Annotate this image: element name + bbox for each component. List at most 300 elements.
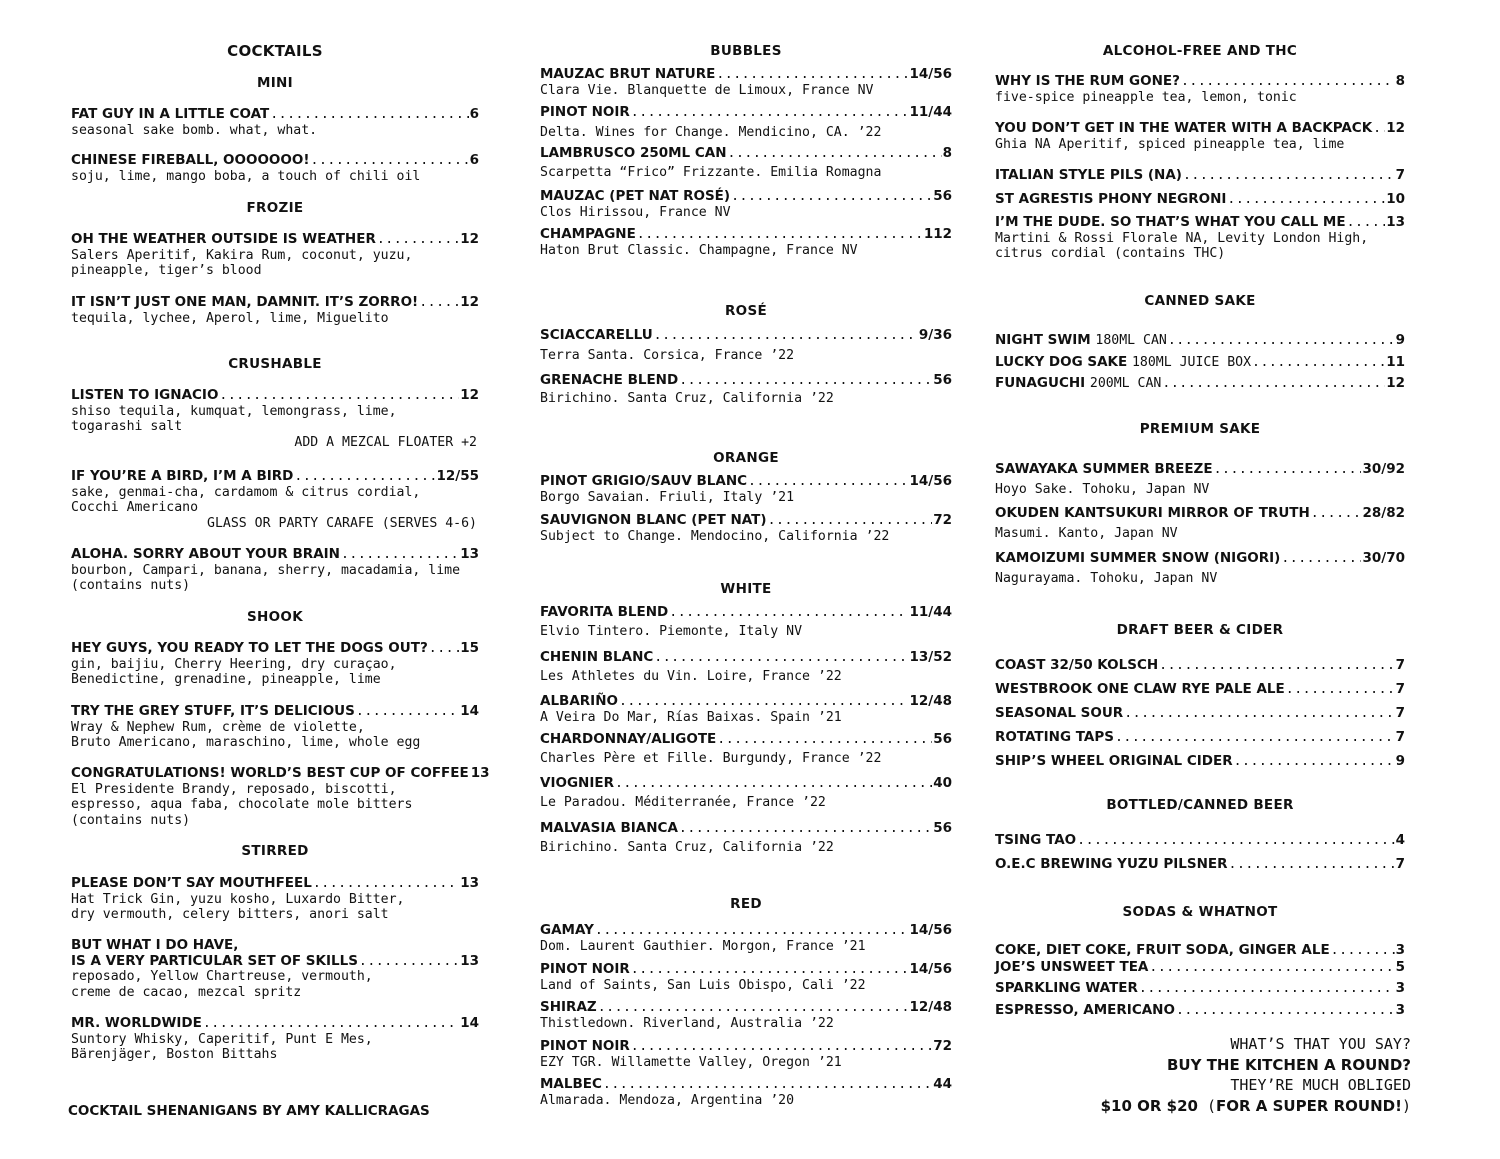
item-price: 10 (1386, 191, 1405, 207)
item-description: creme de cacao, mezcal spritz (71, 984, 302, 1000)
credit-line: COCKTAIL SHENANIGANS BY AMY KALLICRAGAS (68, 1103, 430, 1119)
item-name: CHENIN BLANC (540, 649, 654, 665)
menu-item (71, 295, 479, 326)
item-price: 7 (1395, 729, 1405, 745)
item-price: 28/82 (1362, 505, 1405, 521)
menu-item (540, 1000, 952, 1031)
item-name: SPARKLING WATER (995, 980, 1138, 996)
leader-dots (1214, 462, 1362, 478)
menu-item (71, 153, 479, 184)
item-price: 12/55 (436, 468, 479, 484)
leader-dots (631, 1039, 932, 1055)
leader-dots (359, 954, 459, 970)
item-name: SHIP’S WHEEL ORIGINAL CIDER (995, 753, 1233, 769)
menu-item (995, 658, 1405, 674)
menu-item (540, 1039, 952, 1070)
item-name: OH THE WEATHER OUTSIDE IS WEATHER (71, 231, 376, 247)
item-description: togarashi salt (71, 419, 183, 434)
item-name: MALBEC (540, 1076, 602, 1092)
sodas-heading: SODAS & WHATNOT (1122, 904, 1278, 920)
leader-dots (603, 1077, 932, 1093)
menu-item (71, 547, 479, 594)
kitchen-round-note (995, 1034, 1411, 1116)
item-name: COKE, DIET COKE, FRUIT SODA, GINGER ALE (995, 942, 1330, 958)
menu-item (540, 1077, 952, 1108)
item-name: O.E.C BREWING YUZU PILSNER (995, 856, 1228, 872)
leader-dots (595, 923, 909, 939)
item-name: MAUZAC BRUT NATURE (540, 66, 716, 82)
item-description: Ghia NA Aperitif, spiced pineapple tea, lime (995, 136, 1345, 152)
item-price: 11/44 (909, 104, 952, 120)
menu-item (995, 943, 1405, 959)
leader-dots (1176, 1003, 1395, 1019)
crushable-heading: CRUSHABLE (228, 356, 322, 372)
item-name: OKUDEN KANTSUKURI MIRROR OF TRUTH (995, 505, 1310, 521)
premium-sake-heading: PREMIUM SAKE (1139, 421, 1261, 437)
menu-item (540, 328, 952, 363)
menu-item (995, 506, 1405, 541)
cocktails-title: COCKTAILS (227, 42, 323, 60)
menu-item (995, 960, 1405, 976)
item-description: Masumi. Kanto, Japan NV (995, 525, 1178, 541)
alcohol-free-heading: ALCOHOL-FREE AND THC (1102, 43, 1298, 59)
item-price: 13 (460, 546, 479, 562)
leader-dots (717, 732, 932, 748)
item-name: PINOT NOIR (540, 1038, 630, 1054)
leader-dots (637, 227, 923, 243)
menu-item (995, 754, 1405, 770)
item-name: YOU DON’T GET IN THE WATER WITH A BACKPACK (995, 120, 1373, 136)
item-name: CHAMPAGNE (540, 226, 636, 242)
item-price: 7 (1395, 705, 1405, 721)
item-name: MALVASIA BIANCA (540, 820, 678, 836)
item-name: MR. WORLDWIDE (71, 1015, 202, 1031)
menu-item (540, 67, 952, 98)
item-description: Borgo Savaian. Friuli, Italy ’21 (540, 489, 795, 505)
item-price: 56 (933, 188, 952, 204)
item-description: Bruto Americano, maraschino, lime, whole egg (71, 735, 421, 750)
leader-dots (748, 474, 908, 490)
leader-dots (1077, 833, 1394, 849)
item-description: shiso tequila, kumquat, lemongrass, lime, (71, 403, 397, 419)
item-description: Haton Brut Classic. Champagne, France NV (540, 242, 858, 258)
item-name: SAWAYAKA SUMMER BREEZE (995, 461, 1213, 477)
item-name-text: NIGHT SWIM (995, 332, 1091, 348)
item-price: 13 (460, 875, 479, 891)
stirred-heading: STIRRED (241, 843, 309, 859)
item-price: 12 (460, 387, 479, 403)
item-name (995, 376, 1161, 392)
orange-heading: ORANGE (713, 450, 779, 466)
item-name: ESPRESSO, AMERICANO (995, 1002, 1175, 1018)
item-price: 13/52 (909, 649, 952, 665)
item-name: VIOGNIER (540, 775, 614, 791)
item-price: 6 (469, 152, 479, 168)
item-description: Subject to Change. Mendocino, California ’22 (540, 528, 890, 544)
item-name: WHY IS THE RUM GONE? (995, 73, 1180, 89)
item-price: 12/48 (909, 999, 952, 1015)
leader-dots (270, 107, 468, 123)
item-description: Salers Aperitif, Kakira Rum, coconut, yuzu, (71, 247, 413, 263)
item-price: 12/48 (909, 693, 952, 709)
item-name: ST AGRESTIS PHONY NEGRONI (995, 191, 1227, 207)
leader-dots (631, 105, 909, 121)
menu-item (995, 333, 1405, 349)
item-price: 3 (1395, 1002, 1405, 1018)
item-price: 4 (1395, 832, 1405, 848)
menu-item (995, 833, 1405, 849)
item-description: five-spice pineapple tea, lemon, tonic (995, 89, 1297, 105)
item-name-line: BUT WHAT I DO HAVE, (71, 937, 239, 953)
item-price: 56 (933, 372, 952, 388)
item-name: ITALIAN STYLE PILS (NA) (995, 167, 1182, 183)
leader-dots (679, 373, 932, 389)
item-description: Land of Saints, San Luis Obispo, Cali ’22 (540, 977, 866, 993)
item-price: 7 (1395, 167, 1405, 183)
leader-dots (631, 962, 909, 978)
menu-item (540, 189, 952, 220)
kitchen-line-1: WHAT’S THAT YOU SAY? (1230, 1035, 1411, 1053)
item-description: Martini & Rossi Florale NA, Levity London High, (995, 230, 1369, 246)
item-description: El Presidente Brandy, reposado, biscotti, (71, 781, 397, 797)
menu-item (540, 605, 952, 639)
item-price: 8 (1395, 73, 1405, 89)
item-price: 12 (460, 231, 479, 247)
menu-item (995, 215, 1405, 262)
item-description: Clara Vie. Blanquette de Limoux, France NV (540, 82, 874, 98)
item-name: ALOHA. SORRY ABOUT YOUR BRAIN (71, 546, 340, 562)
item-name: FAVORITA BLEND (540, 604, 669, 620)
item-price: 3 (1395, 942, 1405, 958)
kitchen-paren-open: ( (1197, 1096, 1217, 1115)
item-name: CHARDONNAY/ALIGOTE (540, 731, 717, 747)
item-price: 14/56 (909, 473, 952, 489)
menu-item (540, 694, 952, 725)
item-description: sake, genmai-cha, cardamom & citrus cordial, (71, 484, 421, 500)
leader-dots (1234, 754, 1395, 770)
item-description: Almarada. Mendoza, Argentina ’20 (540, 1092, 795, 1108)
item-price: 72 (933, 512, 952, 528)
item-name: ALBARIÑO (540, 693, 618, 709)
item-description: Delta. Wines for Change. Mendicino, CA. ’22 (540, 124, 882, 140)
leader-dots (1331, 943, 1395, 959)
menu-item (540, 821, 952, 855)
canned-sake-heading: CANNED SAKE (1144, 293, 1256, 309)
item-description: Birichino. Santa Cruz, California ’22 (540, 390, 834, 406)
item-price: 14/56 (909, 961, 952, 977)
item-name: GAMAY (540, 922, 594, 938)
item-name: PINOT NOIR (540, 961, 630, 977)
menu-item (71, 876, 479, 923)
item-addon: ADD A MEZCAL FLOATER +2 (294, 434, 477, 450)
menu-item (540, 923, 952, 954)
menu-item (540, 962, 952, 993)
bottled-beer-heading: BOTTLED/CANNED BEER (1106, 797, 1294, 813)
leader-dots (1311, 506, 1362, 522)
leader-dots (728, 146, 942, 162)
item-price: 14 (460, 1015, 479, 1031)
item-description: Suntory Whisky, Caperitif, Punt E Mes, (71, 1031, 373, 1047)
leader-dots (1139, 981, 1395, 997)
menu-item (995, 462, 1405, 497)
menu-item (71, 232, 479, 279)
leader-dots (654, 328, 918, 344)
item-name: SCIACCARELLU (540, 327, 653, 343)
item-description: pineapple, tiger’s blood (71, 263, 262, 278)
kitchen-line-2: BUY THE KITCHEN A ROUND? (1167, 1055, 1411, 1074)
menu-item (995, 706, 1405, 722)
item-name: TRY THE GREY STUFF, IT’S DELICIOUS (71, 703, 355, 719)
item-name: COAST 32/50 KOLSCH (995, 657, 1159, 673)
rose-heading: ROSÉ (724, 303, 768, 319)
item-description: Charles Père et Fille. Burgundy, France ’22 (540, 750, 882, 766)
item-description: Bärenjäger, Boston Bittahs (71, 1047, 278, 1062)
menu-item (71, 469, 479, 531)
item-description: Terra Santa. Corsica, France ’22 (540, 347, 795, 363)
kitchen-line-3: THEY’RE MUCH OBLIGED (1230, 1076, 1411, 1094)
leader-dots (679, 821, 932, 837)
item-name-text: LUCKY DOG SAKE (995, 354, 1128, 370)
item-description: seasonal sake bomb. what, what. (71, 122, 318, 138)
item-description: Clos Hirissou, France NV (540, 204, 731, 220)
leader-dots (203, 1016, 459, 1032)
item-name (995, 333, 1167, 349)
item-name: SEASONAL SOUR (995, 705, 1124, 721)
item-price: 9/36 (918, 327, 952, 343)
menu-item (995, 1003, 1405, 1019)
menu-item (71, 1016, 479, 1063)
leader-dots (1115, 730, 1395, 746)
item-name: JOE’S UNSWEET TEA (995, 959, 1149, 975)
item-name: PINOT NOIR (540, 104, 630, 120)
leader-dots (619, 694, 909, 710)
item-name: WESTBROOK ONE CLAW RYE PALE ALE (995, 681, 1285, 697)
shook-heading: SHOOK (247, 609, 303, 625)
leader-dots (1347, 215, 1386, 231)
item-price: 12 (1386, 375, 1405, 391)
kitchen-price: $10 OR $20 (1100, 1096, 1198, 1115)
bubbles-heading: BUBBLES (710, 43, 782, 59)
item-price: 72 (933, 1038, 952, 1054)
leader-dots (1162, 376, 1385, 392)
item-description: (contains nuts) (71, 812, 191, 828)
item-description: Scarpetta “Frico” Frizzante. Emilia Romagna (540, 164, 882, 180)
menu-item (71, 938, 479, 1000)
menu-item (71, 765, 490, 828)
item-price: 12 (1386, 120, 1405, 136)
item-description: Wray & Nephew Rum, crème de violette, (71, 719, 365, 735)
item-price: 56 (933, 731, 952, 747)
item-name-text: FUNAGUCHI (995, 375, 1086, 391)
item-price: 11/44 (909, 604, 952, 620)
item-price: 30/92 (1362, 461, 1405, 477)
leader-dots (1281, 551, 1361, 567)
item-price: 3 (1395, 980, 1405, 996)
item-description: citrus cordial (contains THC) (995, 246, 1226, 261)
leader-dots (669, 605, 908, 621)
leader-dots (219, 388, 459, 404)
menu-item (995, 551, 1405, 586)
menu-item (995, 730, 1405, 746)
leader-dots (1124, 706, 1394, 722)
item-price: 9 (1395, 753, 1405, 769)
item-name: SHIRAZ (540, 999, 597, 1015)
item-description: Les Athletes du Vin. Loire, France ’22 (540, 668, 842, 684)
leader-dots (419, 295, 459, 311)
leader-dots (313, 876, 459, 892)
item-description: Hat Trick Gin, yuzu kosho, Luxardo Bitter, (71, 891, 405, 907)
item-name: PLEASE DON’T SAY MOUTHFEEL (71, 875, 312, 891)
menu-item (71, 704, 479, 751)
item-description: soju, lime, mango boba, a touch of chili oil (71, 168, 421, 184)
frozie-heading: FROZIE (246, 200, 304, 216)
item-size: 180ML JUICE BOX (1131, 355, 1252, 370)
item-size: 200ML CAN (1089, 376, 1162, 391)
item-price: 13 (460, 952, 479, 969)
menu-item (995, 376, 1405, 392)
item-description: gin, baijiu, Cherry Heering, dry curaçao, (71, 656, 397, 672)
menu-item (540, 513, 952, 544)
item-name: CONGRATULATIONS! WORLD’S BEST CUP OF COFFEE (71, 765, 469, 781)
item-name: IT ISN’T JUST ONE MAN, DAMNIT. IT’S ZORRO! (71, 294, 419, 310)
menu-item (540, 105, 952, 140)
item-name: SAUVIGNON BLANC (PET NAT) (540, 512, 767, 528)
item-price: 44 (933, 1076, 952, 1092)
menu-item (540, 650, 952, 684)
item-price: 7 (1395, 657, 1405, 673)
item-price: 9 (1395, 332, 1405, 348)
leader-dots (1159, 658, 1394, 674)
item-name: GRENACHE BLEND (540, 372, 679, 388)
leader-dots (341, 547, 459, 563)
menu-item (540, 732, 952, 766)
leader-dots (294, 469, 435, 485)
item-price: 112 (923, 226, 952, 242)
item-price: 30/70 (1362, 550, 1405, 566)
item-description: Benedictine, grenadine, pineapple, lime (71, 672, 381, 687)
item-description: Hoyo Sake. Tohoku, Japan NV (995, 481, 1210, 497)
mini-heading: MINI (257, 75, 293, 91)
item-price: 8 (942, 145, 952, 161)
leader-dots (311, 153, 469, 169)
item-description: Dom. Laurent Gauthier. Morgon, France ’21 (540, 938, 866, 954)
item-description: Le Paradou. Méditerranée, France ’22 (540, 794, 826, 810)
item-description: reposado, Yellow Chartreuse, vermouth, (71, 969, 373, 984)
item-name: HEY GUYS, YOU READY TO LET THE DOGS OUT? (71, 640, 428, 656)
leader-dots (598, 1000, 909, 1016)
leader-dots (654, 650, 908, 666)
leader-dots (1286, 682, 1395, 698)
leader-dots (615, 776, 932, 792)
item-name: ROTATING TAPS (995, 729, 1114, 745)
item-size: 180ML CAN (1095, 333, 1167, 348)
item-description: Cocchi Americano (71, 500, 199, 515)
menu-item (71, 388, 479, 450)
menu-item (540, 474, 952, 505)
item-description: espresso, aqua faba, chocolate mole bitters (71, 797, 413, 812)
item-description: Thistledown. Riverland, Australia ’22 (540, 1015, 834, 1031)
menu-item (540, 227, 952, 258)
leader-dots (1227, 192, 1385, 208)
item-name: LISTEN TO IGNACIO (71, 387, 219, 403)
leader-dots (1252, 355, 1385, 371)
red-heading: RED (730, 896, 762, 912)
item-name: FAT GUY IN A LITTLE COAT (71, 106, 270, 122)
item-description: EZY TGR. Willamette Valley, Oregon ’21 (540, 1054, 842, 1070)
menu-item (540, 776, 952, 810)
item-price: 14/56 (909, 66, 952, 82)
item-price: 7 (1395, 856, 1405, 872)
kitchen-line-4 (995, 1096, 1411, 1117)
item-name: MAUZAC (PET NAT ROSÉ) (540, 188, 731, 204)
leader-dots (1373, 121, 1385, 137)
item-price: 14 (460, 703, 479, 719)
leader-dots (1149, 960, 1394, 976)
menu-item (995, 682, 1405, 698)
item-name: IF YOU’RE A BIRD, I’M A BIRD (71, 468, 294, 484)
item-price: 56 (933, 820, 952, 836)
item-description: tequila, lychee, Aperol, lime, Miguelito (71, 310, 389, 326)
item-description: bourbon, Campari, banana, sherry, macadamia, lime (71, 562, 461, 578)
item-price: 14/56 (909, 922, 952, 938)
item-name: TSING TAO (995, 832, 1077, 848)
leader-dots (731, 189, 932, 205)
leader-dots (1229, 857, 1395, 873)
item-name: LAMBRUSCO 250ML CAN (540, 145, 727, 161)
menu-item (995, 981, 1405, 997)
item-addon: GLASS OR PARTY CARAFE (SERVES 4-6) (207, 515, 477, 531)
item-name: CHINESE FIREBALL, OOOOOOO! (71, 152, 310, 168)
leader-dots (356, 704, 459, 720)
leader-dots (1168, 333, 1395, 349)
item-name: PINOT GRIGIO/SAUV BLANC (540, 473, 748, 489)
item-name: I’M THE DUDE. SO THAT’S WHAT YOU CALL ME (995, 214, 1346, 230)
item-description: Nagurayama. Tohoku, Japan NV (995, 570, 1218, 586)
menu-item (995, 857, 1405, 873)
menu-item (995, 121, 1405, 152)
menu-item (995, 74, 1405, 105)
item-name: KAMOIZUMI SUMMER SNOW (NIGORI) (995, 550, 1281, 566)
leader-dots (768, 513, 933, 529)
menu-item (995, 192, 1405, 208)
item-description: A Veira Do Mar, Rías Baixas. Spain ’21 (540, 709, 842, 725)
leader-dots (429, 641, 459, 657)
item-price: 40 (933, 775, 952, 791)
leader-dots (1183, 168, 1395, 184)
leader-dots (1181, 74, 1395, 90)
white-heading: WHITE (720, 581, 772, 597)
leader-dots (716, 67, 908, 83)
item-price: 15 (460, 640, 479, 656)
item-price: 6 (469, 106, 479, 122)
kitchen-super-round: FOR A SUPER ROUND! (1216, 1096, 1402, 1115)
item-name: IS A VERY PARTICULAR SET OF SKILLS (71, 952, 358, 969)
kitchen-paren-close: ) (1401, 1096, 1411, 1115)
item-description: Elvio Tintero. Piemonte, Italy NV (540, 623, 803, 639)
item-price: 7 (1395, 681, 1405, 697)
menu-item (71, 641, 479, 688)
menu-item (540, 373, 952, 406)
item-description: Birichino. Santa Cruz, California ’22 (540, 839, 834, 855)
item-price: 12 (460, 294, 479, 310)
item-price: 13 (1386, 214, 1405, 230)
item-price: 13 (470, 765, 490, 781)
menu-item (995, 168, 1405, 184)
item-price: 11 (1386, 354, 1405, 370)
menu-item (995, 355, 1405, 371)
item-price: 5 (1395, 959, 1405, 975)
menu-item (540, 146, 952, 180)
